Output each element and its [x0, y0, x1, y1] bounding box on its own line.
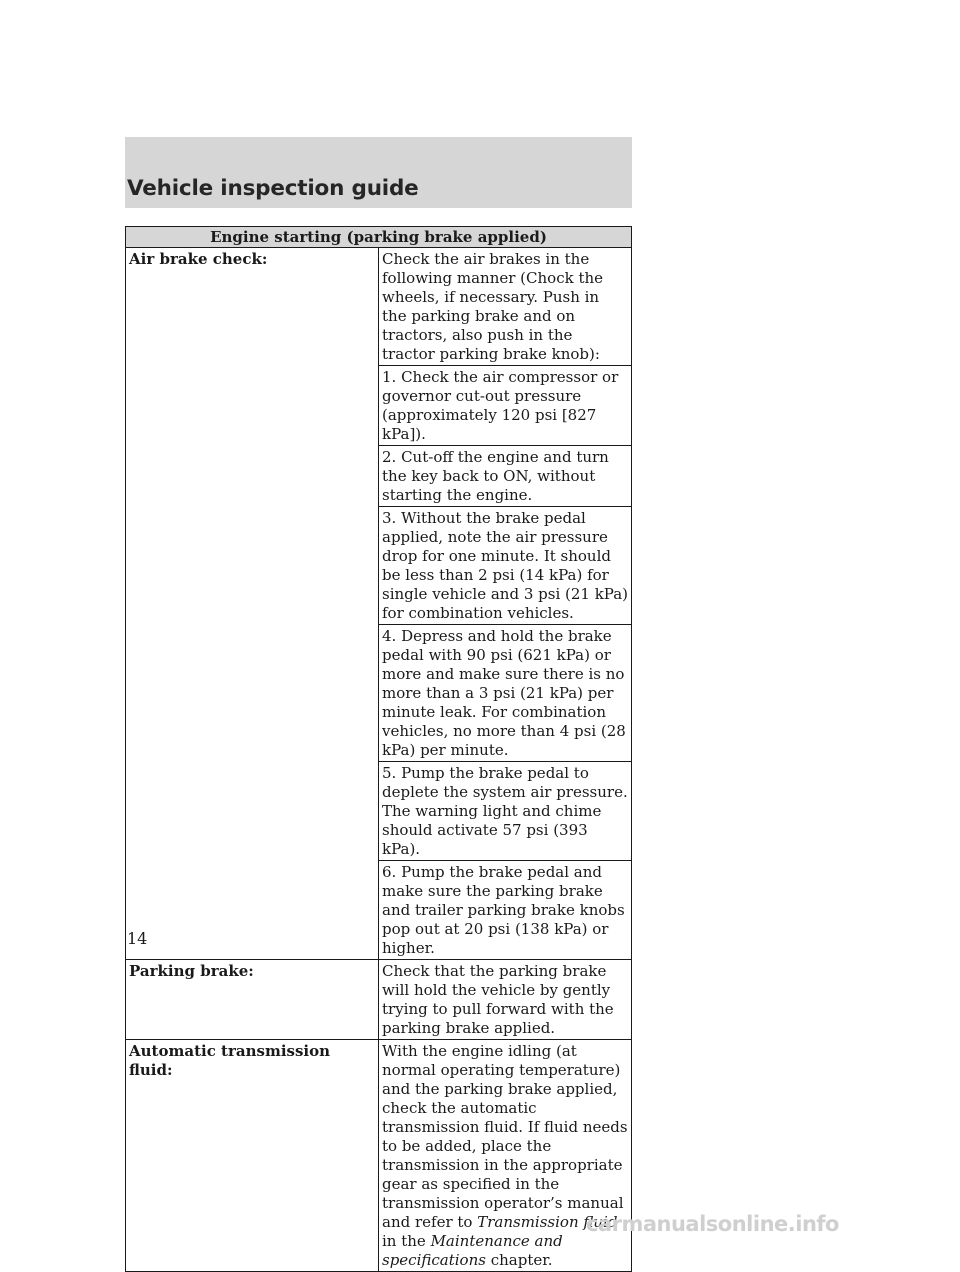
air-brake-step: 6. Pump the brake pedal and make sure the parking brake and trailer parking brake knobs pop out at 20 psi (138 kPa) or higher. — [379, 861, 632, 960]
page-number: 14 — [127, 929, 148, 948]
parking-brake-text: Check that the parking brake will hold the vehicle by gently trying to pull forward with the parking brake applied. — [379, 960, 632, 1040]
watermark: carmanualsonline.info — [586, 1212, 839, 1236]
atf-text-end: chapter. — [490, 1251, 553, 1269]
maintenance-chapter-reference: Maintenance and specifications — [382, 1232, 563, 1269]
table-row — [126, 960, 632, 1040]
atf-text-mid: in the — [382, 1232, 426, 1250]
section-title: Vehicle inspection guide — [127, 176, 419, 201]
air-brake-step: 3. Without the brake pedal applied, note the air pressure drop for one minute. It should be less than 2 psi (14 kPa) for single vehicle and 3 psi (21 kPa) for combination vehicles. — [379, 507, 632, 625]
air-brake-intro: Check the air brakes in the following manner (Chock the wheels, if necessary. Push in the parking brake and on tractors, also push in the tractor parking brake knob): — [379, 248, 632, 366]
air-brake-step: 2. Cut-off the engine and turn the key back to ON, without starting the engine. — [379, 446, 632, 507]
parking-brake-label: Parking brake: — [126, 960, 379, 1040]
transmission-fluid-reference: Transmission fluid — [477, 1213, 618, 1231]
air-brake-step: 5. Pump the brake pedal to deplete the system air pressure. The warning light and chime should activate 57 psi (393 kPa). — [379, 762, 632, 861]
atf-text: With the engine idling (at normal operating temperature) and the parking brake applied, check the automatic transmission fluid. If fluid needs to be added, place the transmission in the appropriate gear as specified in the transmission operator’s manual and refer to — [382, 1042, 628, 1231]
inspection-table — [125, 226, 632, 1272]
table-row — [126, 248, 632, 366]
air-brake-step: 4. Depress and hold the brake pedal with 90 psi (621 kPa) or more and make sure there is no more than a 3 psi (21 kPa) per minute leak. For combination vehicles, no more than 4 psi (28 kPa) per minute. — [379, 625, 632, 762]
table-heading-row — [126, 227, 632, 248]
table-heading: Engine starting (parking brake applied) — [126, 227, 632, 248]
atf-label: Automatic transmission fluid: — [126, 1040, 379, 1272]
air-brake-step: 1. Check the air compressor or governor cut-out pressure (approximately 120 psi [827 kPa]). — [379, 366, 632, 446]
atf-cell — [379, 1040, 632, 1272]
air-brake-label: Air brake check: — [126, 248, 379, 960]
table-row — [126, 1040, 632, 1272]
